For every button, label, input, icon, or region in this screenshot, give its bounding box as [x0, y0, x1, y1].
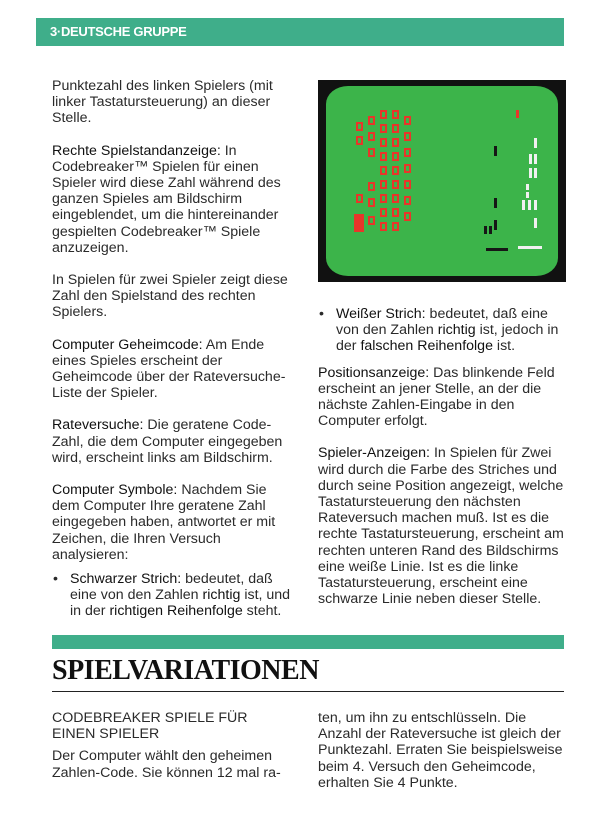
guess-digit [392, 194, 399, 203]
black-bar-symbol [489, 226, 492, 234]
guess-digit [380, 110, 387, 119]
bullet-dot: • [319, 306, 324, 322]
guess-digit [404, 212, 411, 221]
text-computer-symbols: Nachdem Sie dem Computer Ihre geratene Zahl eingegeben haben, antwortet er mit Zeichen, die Ihren Versuch analysieren: [52, 482, 276, 563]
text-white-bar-d: falschen Reihenfolge [360, 338, 493, 355]
guess-digit [404, 132, 411, 141]
guess-digit [368, 148, 375, 157]
right-player-indicator [518, 246, 542, 249]
guess-digit [380, 194, 387, 203]
guess-digit [380, 138, 387, 147]
text-black-bar-b: richtig [202, 587, 241, 604]
guess-digit [392, 138, 399, 147]
white-bar-symbol [526, 192, 529, 198]
guess-digit [404, 116, 411, 125]
game-screenshot [318, 80, 566, 282]
term-player-indicators: Spieler-Anzeigen: [318, 445, 430, 462]
white-bar-symbol [534, 218, 537, 228]
guess-digit [392, 124, 399, 133]
paragraph-guesses [52, 417, 294, 466]
bottom-left-column [52, 710, 292, 781]
term-secret-code: Computer Geheimcode: [52, 336, 203, 353]
text-right-score: In Codebreaker™ Spielen für einen Spieler wird diese Zahl während des ganzen Spieles am Bildschirm eingeblendet, um die hintereinander gespielten Codebreaker™ Spiele anzuzeigen. [52, 142, 281, 256]
right-column [318, 306, 570, 623]
guess-digit [380, 180, 387, 189]
guess-digit [380, 208, 387, 217]
paragraph-secret-code [52, 337, 294, 402]
paragraph-single-player-continued: ten, um ihn zu entschlüsseln. Die Anzahl der Rateversuche ist gleich der Punktezahl. Erraten Sie beispielsweise beim 4. Versuch den Geheimcode, erhalten Sie 4 Punkte. [318, 710, 563, 791]
term-white-bar: Weißer Strich: [336, 306, 426, 322]
guess-digit [368, 116, 375, 125]
term-right-score: Rechte Spielstandanzeige: [52, 142, 221, 159]
guess-digit [404, 180, 411, 189]
paragraph-position-indicator [318, 365, 570, 430]
guess-digit [392, 208, 399, 217]
bullet-white-bar [318, 306, 570, 355]
guess-digit [368, 132, 375, 141]
text-black-bar-c: ist, und in der [70, 587, 291, 620]
bottom-right-column [318, 710, 568, 791]
guess-digit [380, 166, 387, 175]
black-bar-symbol [494, 198, 497, 208]
text-white-bar-a: bedeutet, daß eine von den Zahlen [336, 306, 548, 339]
white-bar-symbol [534, 138, 537, 148]
guess-digit [368, 182, 375, 191]
white-bar-symbol [534, 168, 537, 178]
guess-digit [404, 148, 411, 157]
text-player-indicators: In Spielen für Zwei wird durch die Farbe des Striches und durch seine Position angezeigt, welche Tastatursteuerung den nächsten Rateversuch machen muß. Ist es die rechte Tastatursteuerung, erscheint am rechten unteren Rand des Bildschirms eine weiße Linie. Ist es die linke Tastatursteuerung, erscheint eine schwarze Linie neben dieser Stelle. [318, 445, 564, 608]
guess-digit [404, 164, 411, 173]
guess-digit [392, 166, 399, 175]
section-title: SPIELVARIATIONEN [52, 655, 319, 686]
term-computer-symbols: Computer Symbole: [52, 482, 178, 499]
white-bar-symbol [534, 200, 537, 210]
section-divider [52, 691, 564, 692]
guess-digit [356, 194, 363, 203]
section-header-label: 3·DEUTSCHE GRUPPE [50, 24, 187, 39]
white-bar-symbol [528, 200, 531, 210]
paragraph-single-player: Der Computer wählt den geheimen Zahlen-Code. Sie können 12 mal ra- [52, 748, 281, 781]
guess-digit [380, 124, 387, 133]
left-player-indicator [486, 248, 508, 251]
text-white-bar-c: ist, jedoch in der [336, 322, 559, 355]
white-bar-symbol [529, 154, 532, 164]
header-band [36, 18, 564, 46]
bullet-list-right [318, 306, 570, 355]
paragraph-left-score: Punktezahl des linken Spielers (mit linker Tastatursteuerung) an dieser Stelle. [52, 78, 273, 127]
term-guesses: Rateversuche: [52, 417, 144, 434]
text-guesses: Die geratene Code-Zahl, die dem Computer eingegeben wird, erscheint links am Bildschirm. [52, 417, 283, 466]
white-bar-symbol [529, 168, 532, 178]
position-indicator [354, 214, 364, 232]
bullet-black-bar [52, 571, 294, 620]
subsection-heading: CODEBREAKER SPIELE FÜR EINEN SPIELER [52, 710, 248, 743]
bullet-list-left [52, 571, 294, 620]
guess-digit [380, 152, 387, 161]
white-bar-symbol [526, 184, 529, 190]
guess-digit [380, 222, 387, 231]
black-bar-symbol [494, 146, 497, 156]
text-black-bar-a: bedeutet, daß eine von den Zahlen [70, 571, 273, 604]
left-column [52, 78, 294, 620]
text-white-bar-b: richtig [437, 322, 476, 339]
paragraph-two-player: In Spielen für zwei Spieler zeigt diese Zahl den Spielstand des rechten Spielers. [52, 272, 288, 321]
paragraph-player-indicators [318, 445, 570, 607]
term-black-bar: Schwarzer Strich: [70, 571, 182, 588]
bullet-dot: • [53, 571, 58, 588]
game-screen [326, 86, 558, 276]
text-white-bar-e: ist. [492, 338, 516, 355]
guess-digit [404, 196, 411, 205]
guess-digit [356, 122, 363, 131]
paragraph-right-score-display [52, 143, 294, 256]
guess-digit [392, 222, 399, 231]
white-bar-symbol [522, 200, 525, 210]
guess-digit [392, 110, 399, 119]
text-black-bar-d: richtigen Reihenfolge [109, 603, 243, 620]
text-black-bar-e: steht. [242, 603, 282, 620]
black-bar-symbol [494, 220, 497, 230]
white-bar-symbol [534, 154, 537, 164]
text-secret-code: Am Ende eines Spieles erscheint der Geheimcode über der Rateversuche-Liste der Spieler. [52, 336, 286, 402]
guess-digit [368, 216, 375, 225]
term-position-indicator: Positionsanzeige: [318, 364, 430, 381]
section-band [52, 635, 564, 649]
black-bar-symbol [484, 226, 487, 234]
guess-digit [356, 136, 363, 145]
score-marker [516, 110, 519, 118]
paragraph-computer-symbols [52, 482, 294, 563]
guess-digit [392, 152, 399, 161]
guess-digit [368, 198, 375, 207]
guess-digit [392, 180, 399, 189]
text-position-indicator: Das blinkende Feld erscheint an jener Stelle, an der die nächste Zahlen-Eingabe in den Computer erfolgt. [318, 364, 555, 430]
